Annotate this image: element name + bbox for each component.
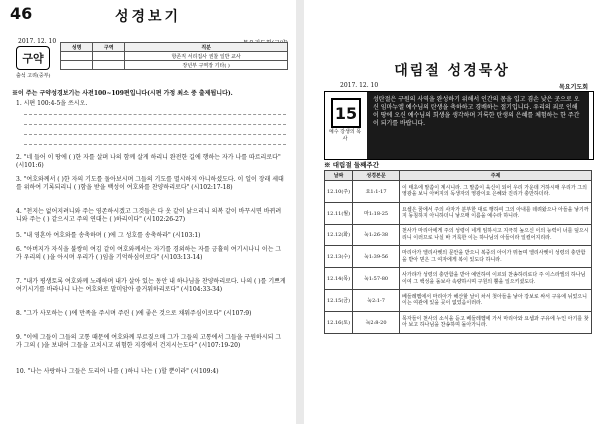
record-header-name: 성명 xyxy=(61,43,93,52)
week-caption: 예수 강생의 목사 xyxy=(328,129,362,142)
record-name-field[interactable] xyxy=(61,52,93,61)
record-name-field-2[interactable] xyxy=(61,61,93,70)
intro-text: ※이 주는 구약성경보기는 사전100~109편입니다(시편 가정 최소 중 출제됩니다). xyxy=(12,90,233,97)
table-row xyxy=(325,311,592,333)
row-topic: 마리아가 엘리사벳의 문안을 받으니 복중의 아이가 뛰놀며 엘리사벳이 성령의 충만함을 받아 믿은 그 여자에게 복이 있도다 하니라. xyxy=(400,246,592,268)
question-5: 5. "내 영혼아 여호와를 송축하며 ( )에 그 성호를 송축하라" (시103:1) xyxy=(16,232,201,239)
answer-line[interactable] xyxy=(24,144,286,145)
row-topic: 목자들이 천사의 소식을 듣고 베들레헴에 가서 마리아와 요셉과 구유에 누인 아기를 찾아 보고 하나님을 찬송하며 돌아가니라. xyxy=(400,311,592,333)
row-passage: 눅1:57-80 xyxy=(353,268,400,290)
schedule-header-topic: 주제 xyxy=(400,171,592,181)
row-date: 12.16(토) xyxy=(325,311,353,333)
week-box xyxy=(324,91,594,160)
page-title: 성경보기 xyxy=(114,9,182,25)
answer-line[interactable] xyxy=(24,114,286,115)
table-row xyxy=(325,224,592,246)
table-row xyxy=(325,181,592,203)
schedule-header-passage: 성경본문 xyxy=(353,171,400,181)
schedule-table xyxy=(324,170,592,334)
answer-line[interactable] xyxy=(24,124,286,125)
row-topic: 요셉은 꿈에서 주의 사자가 분부한 대로 행하여 그의 아내를 데려왔으나 아들을 낳기까지 동침하지 아니하더니 낳으매 이름을 예수라 하니라. xyxy=(400,202,592,224)
row-passage: 눅2:1-7 xyxy=(353,289,400,311)
record-table xyxy=(60,42,288,70)
row-topic: 사가랴가 성령의 충만함을 받아 예언하여 이르되 찬송하리로다 주 이스라엘의 하나님이여 그 백성을 돌보사 속량하시며 구원의 뿔을 일으키셨도다. xyxy=(400,268,592,290)
meditation-date: 2017. 12. 10 xyxy=(340,82,379,89)
intro-verse: 성탄절은 구원의 사역을 완성하기 위해서 인간의 몸을 입고 겸손 낮은 곳으로 오신 임마누엘 예수님의 탄생을 축하하고 경배하는 절기입니다. 우리의 죄로 인해 이 땅에 오신 예수님의 희생을 생각하며 거룩한 탄생의 은혜를 체험하는 한 주간이 되기를 바랍니다. xyxy=(367,92,589,159)
section-heading: ※ 대림절 둘째주간 xyxy=(324,161,379,169)
row-passage: 눅1:26-38 xyxy=(353,224,400,246)
table-row xyxy=(325,268,592,290)
question-7: 7. "내가 평생토록 여호와께 노래하며 내가 살아 있는 동안 내 하나님을 찬양하리로다. 나의 ( )를 기쁘게 여기시기를 바라나니 나는 여호와로 말미암아 즐거워하리로다" (시104:33-34) xyxy=(16,278,286,293)
meditation-tag: 목요기도회 xyxy=(559,84,588,91)
page-gutter xyxy=(296,0,304,424)
question-8: 8. "그가 사모하는 ( )에 만족을 주시며 주린 ( )에 좋은 것으로 채워주심이로다" (시107:9) xyxy=(16,310,252,317)
record-office-options-2: 장년부 구역장 기타( ) xyxy=(125,61,288,70)
row-date: 12.14(목) xyxy=(325,268,353,290)
meditation-title: 대림절 성경묵상 xyxy=(394,63,510,79)
question-4: 4. "천지는 없어지려니와 주는 영존하시겠고 그것들은 다 옷 같이 낡으리니 의복 같이 바꾸시면 바뀌려니와 주는 ( ) 같으시고 주의 연대는 ( )하리이다" (시102:26-27) xyxy=(16,208,282,223)
row-passage: 마1:18-25 xyxy=(353,202,400,224)
left-page xyxy=(0,0,296,424)
table-row xyxy=(325,289,592,311)
question-3: 3. "여호와께서 ( )한 자의 기도를 돌아보시며 그들의 기도를 멸시하지 아니하셨도다. 이 일이 장래 세대를 위하여 기록되리니 ( )함을 받을 백성이 여호와를 찬양하리로다" (시102:17-18) xyxy=(16,176,284,191)
row-passage: 요1:1-17 xyxy=(353,181,400,203)
table-row xyxy=(325,202,592,224)
record-header-district: 구역 xyxy=(93,43,125,52)
attendance-note: 출석 고려(중부) xyxy=(16,73,51,79)
row-date: 12.13(수) xyxy=(325,246,353,268)
record-district-field-2[interactable] xyxy=(93,61,125,70)
answer-line[interactable] xyxy=(24,134,286,135)
question-1: 1. 시편 100:4-5을 쓰시오. xyxy=(16,100,88,107)
record-header-office: 직분 xyxy=(125,43,288,52)
question-9: 9. "이에 그들이 그들의 고통 때문에 여호와께 부르짖으매 그가 그들의 고통에서 그들을 구원하시되 그가 그의 ( )을 보내어 그들을 고치시고 위험한 지경에서 건지시는도다" (시107:19-20) xyxy=(16,334,282,349)
testament-badge: 구약 xyxy=(16,46,50,70)
row-topic: 베들레헴에서 마리아가 해산할 날이 차서 첫아들을 낳아 강보로 싸서 구유에 뉘었으니 이는 여관에 있을 곳이 없었음이러라. xyxy=(400,289,592,311)
row-passage: 눅1:39-56 xyxy=(353,246,400,268)
date-label: 2017. 12. 10 xyxy=(18,38,57,45)
record-office-options: 항존직 서리집사 권찰 일반 교사 xyxy=(125,52,288,61)
right-page xyxy=(304,0,600,424)
row-date: 12.11(월) xyxy=(325,202,353,224)
table-row xyxy=(325,246,592,268)
row-passage: 눅2:8-20 xyxy=(353,311,400,333)
row-topic: 천사가 마리아에게 주의 성령이 네게 임하시고 지극히 높으신 이의 능력이 너를 덮으시리니 이러므로 나실 바 거룩한 이는 하나님의 아들이라 일컬어지리라. xyxy=(400,224,592,246)
row-date: 12.10(주) xyxy=(325,181,353,203)
row-date: 12.15(금) xyxy=(325,289,353,311)
schedule-header-date: 날짜 xyxy=(325,171,353,181)
question-10: 10. "나는 사랑하나 그들은 도리어 나를 ( )하니 나는 ( )할 뿐이라" (시109:4) xyxy=(16,368,219,375)
record-district-field[interactable] xyxy=(93,52,125,61)
week-number: 15 xyxy=(331,98,361,128)
question-6: 6. "아버지가 자식을 불쌍히 여김 같이 여호와께서는 자기를 경외하는 자를 긍휼히 여기시나니 이는 그가 우리의 ( )을 아시며 우리가 ( )임을 기억하심이로다" (시103:13-14) xyxy=(16,246,282,261)
row-topic: 이 태초에 말씀이 계시니라. 그 말씀이 육신이 되어 우리 가운데 거하시매 우리가 그의 영광을 보니 아버지의 독생자의 영광이요 은혜와 진리가 충만하더라. xyxy=(400,181,592,203)
row-date: 12.12(화) xyxy=(325,224,353,246)
page-number: 46 xyxy=(10,4,33,23)
question-2: 2. "네 들어 이 땅에 ( )한 자를 살펴 나의 함께 살게 하리니 완전한 길에 행하는 자가 나를 따르리로다" (시101:6) xyxy=(16,154,281,169)
